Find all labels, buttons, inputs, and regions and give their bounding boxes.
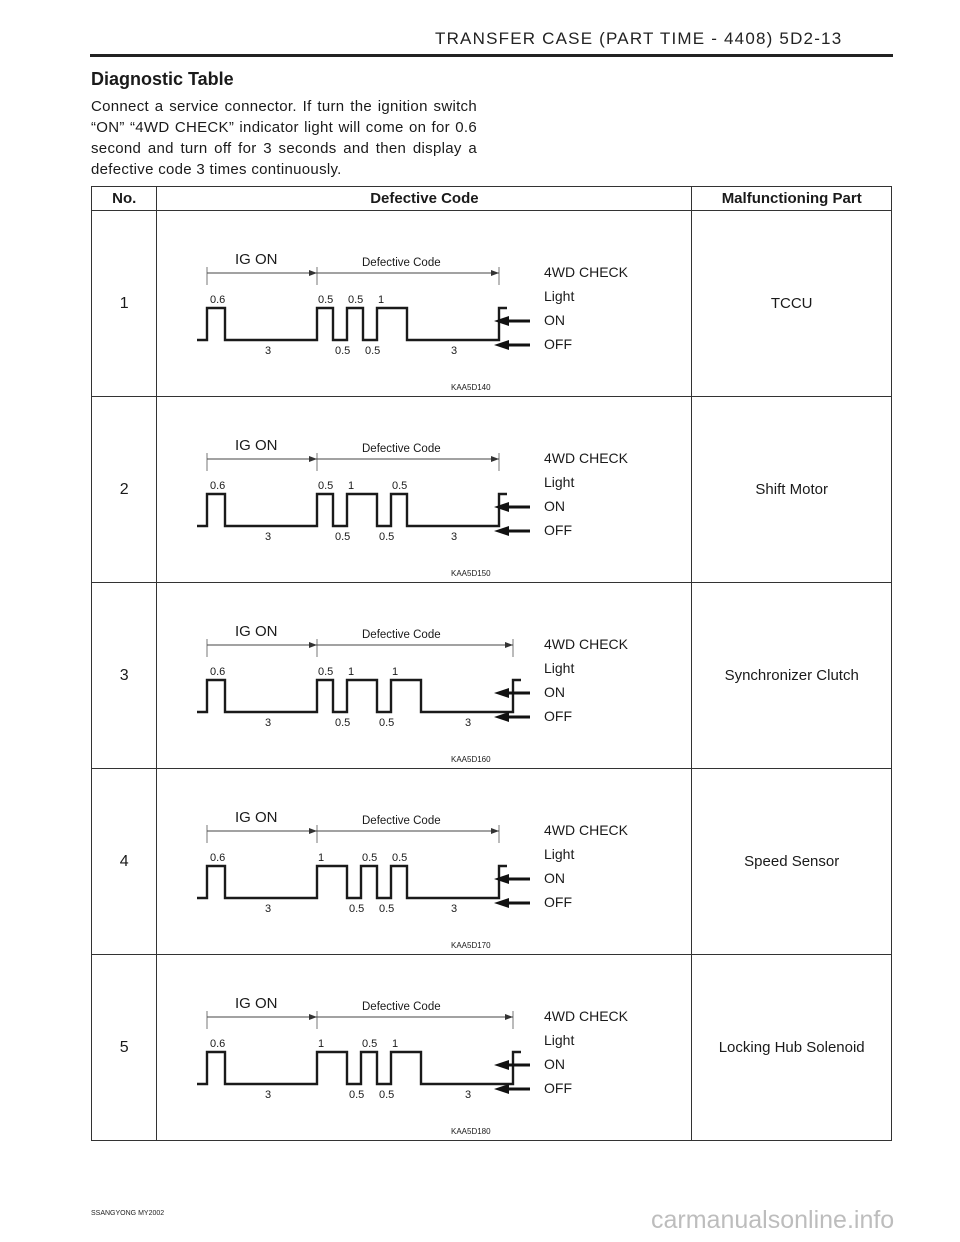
figure-id: KAA5D170 xyxy=(451,941,491,950)
intro-paragraph: Connect a service connector. If turn the ignition switch “ON” “4WD CHECK” indicator light will come on for 0.6 second and turn off for 3 seconds and then display a defective code 3 times continuously. xyxy=(91,98,477,178)
legend-4wd-check: 4WD CHECK xyxy=(544,1008,629,1024)
pulse-diagram xyxy=(157,397,691,582)
span-arrowhead xyxy=(505,1014,513,1020)
span-arrowhead xyxy=(491,270,499,276)
on-duration-label: 1 xyxy=(392,1038,399,1050)
legend-arrowhead xyxy=(494,1060,509,1070)
legend-light: Light xyxy=(544,474,575,490)
final-off-label: 3 xyxy=(451,531,458,543)
defective-code-label: Defective Code xyxy=(362,815,442,827)
legend-off: OFF xyxy=(544,894,573,910)
off-gap-label: 0.5 xyxy=(349,903,365,915)
off-gap-label: 0.5 xyxy=(379,1089,395,1101)
malfunctioning-part: TCCU xyxy=(692,211,892,397)
header-defective-code: Defective Code xyxy=(157,187,692,211)
row-number: 5 xyxy=(92,955,157,1141)
on-duration-label: 0.5 xyxy=(318,480,334,492)
final-off-label: 3 xyxy=(465,1089,472,1101)
off-gap-label: 0.5 xyxy=(335,717,351,729)
legend-4wd-check: 4WD CHECK xyxy=(544,636,629,652)
defective-code-label: Defective Code xyxy=(362,257,442,269)
span-arrowhead xyxy=(309,270,317,276)
legend-light: Light xyxy=(544,660,575,676)
pulse-diagram xyxy=(157,583,691,768)
figure-id: KAA5D180 xyxy=(451,1127,491,1136)
malfunctioning-part: Locking Hub Solenoid xyxy=(692,955,892,1141)
signal-waveform xyxy=(197,308,507,340)
on-duration-label: 0.5 xyxy=(348,294,364,306)
legend-on: ON xyxy=(544,312,566,328)
table-header-row xyxy=(92,187,892,211)
legend-on: ON xyxy=(544,870,566,886)
signal-waveform xyxy=(197,494,507,526)
row-number: 4 xyxy=(92,769,157,955)
off-duration-label: 3 xyxy=(265,1089,272,1101)
first-on-duration: 0.6 xyxy=(210,852,226,864)
legend-off: OFF xyxy=(544,708,573,724)
off-duration-label: 3 xyxy=(265,531,272,543)
legend-on: ON xyxy=(544,1056,566,1072)
on-duration-label: 0.5 xyxy=(392,852,408,864)
off-gap-label: 0.5 xyxy=(379,903,395,915)
legend-off: OFF xyxy=(544,522,573,538)
legend-arrowhead xyxy=(494,316,509,326)
malfunctioning-part: Shift Motor xyxy=(692,397,892,583)
off-gap-label: 0.5 xyxy=(335,345,351,357)
span-arrowhead xyxy=(309,642,317,648)
on-duration-label: 1 xyxy=(318,1038,325,1050)
legend-arrowhead xyxy=(494,898,509,908)
legend-4wd-check: 4WD CHECK xyxy=(544,450,629,466)
pulse-diagram xyxy=(157,769,691,954)
on-duration-label: 0.5 xyxy=(318,294,334,306)
span-arrowhead xyxy=(309,1014,317,1020)
span-arrowhead xyxy=(505,642,513,648)
on-duration-label: 0.5 xyxy=(362,1038,378,1050)
malfunctioning-part: Synchronizer Clutch xyxy=(692,583,892,769)
legend-off: OFF xyxy=(544,336,573,352)
off-duration-label: 3 xyxy=(265,345,272,357)
ig-on-label: IG ON xyxy=(235,623,278,640)
legend-arrowhead xyxy=(494,340,509,350)
final-off-label: 3 xyxy=(451,903,458,915)
header-rule xyxy=(90,54,893,57)
on-duration-label: 1 xyxy=(348,666,355,678)
signal-waveform xyxy=(197,680,521,712)
on-duration-label: 0.5 xyxy=(392,480,408,492)
legend-light: Light xyxy=(544,288,575,304)
pulse-diagram xyxy=(157,955,691,1140)
first-on-duration: 0.6 xyxy=(210,1038,226,1050)
legend-4wd-check: 4WD CHECK xyxy=(544,264,629,280)
signal-waveform xyxy=(197,1052,521,1084)
watermark: carmanualsonline.info xyxy=(651,1206,895,1234)
footer-text: SSANGYONG MY2002 xyxy=(91,1210,165,1217)
on-duration-label: 1 xyxy=(392,666,399,678)
page-header-title: TRANSFER CASE (PART TIME - 4408) 5D2-13 xyxy=(435,29,843,48)
off-gap-label: 0.5 xyxy=(335,531,351,543)
off-gap-label: 0.5 xyxy=(379,717,395,729)
off-gap-label: 0.5 xyxy=(349,1089,365,1101)
defective-code-label: Defective Code xyxy=(362,443,442,455)
table-row xyxy=(92,583,892,769)
defective-code-cell xyxy=(157,769,692,955)
legend-on: ON xyxy=(544,498,566,514)
figure-id: KAA5D160 xyxy=(451,755,491,764)
legend-4wd-check: 4WD CHECK xyxy=(544,822,629,838)
on-duration-label: 0.5 xyxy=(362,852,378,864)
ig-on-label: IG ON xyxy=(235,437,278,454)
first-on-duration: 0.6 xyxy=(210,294,226,306)
final-off-label: 3 xyxy=(465,717,472,729)
defective-code-cell xyxy=(157,583,692,769)
section-title: Diagnostic Table xyxy=(91,69,234,89)
header-malfunctioning-part: Malfunctioning Part xyxy=(692,187,892,211)
legend-arrowhead xyxy=(494,688,509,698)
ig-on-label: IG ON xyxy=(235,251,278,268)
table-row xyxy=(92,955,892,1141)
row-number: 3 xyxy=(92,583,157,769)
on-duration-label: 1 xyxy=(378,294,385,306)
defective-code-cell xyxy=(157,955,692,1141)
span-arrowhead xyxy=(309,828,317,834)
malfunctioning-part: Speed Sensor xyxy=(692,769,892,955)
legend-arrowhead xyxy=(494,874,509,884)
defective-code-label: Defective Code xyxy=(362,629,442,641)
legend-arrowhead xyxy=(494,502,509,512)
table-row xyxy=(92,211,892,397)
on-duration-label: 1 xyxy=(348,480,355,492)
off-duration-label: 3 xyxy=(265,717,272,729)
span-arrowhead xyxy=(491,456,499,462)
defective-code-label: Defective Code xyxy=(362,1001,442,1013)
legend-off: OFF xyxy=(544,1080,573,1096)
legend-light: Light xyxy=(544,1032,575,1048)
on-duration-label: 1 xyxy=(318,852,325,864)
legend-light: Light xyxy=(544,846,575,862)
legend-arrowhead xyxy=(494,526,509,536)
span-arrowhead xyxy=(491,828,499,834)
first-on-duration: 0.6 xyxy=(210,480,226,492)
off-gap-label: 0.5 xyxy=(365,345,381,357)
off-gap-label: 0.5 xyxy=(379,531,395,543)
diagnostic-table xyxy=(91,186,892,1141)
legend-on: ON xyxy=(544,684,566,700)
on-duration-label: 0.5 xyxy=(318,666,334,678)
defective-code-cell xyxy=(157,397,692,583)
defective-code-cell xyxy=(157,211,692,397)
table-row xyxy=(92,769,892,955)
row-number: 1 xyxy=(92,211,157,397)
ig-on-label: IG ON xyxy=(235,995,278,1012)
ig-on-label: IG ON xyxy=(235,809,278,826)
off-duration-label: 3 xyxy=(265,903,272,915)
legend-arrowhead xyxy=(494,712,509,722)
pulse-diagram xyxy=(157,211,691,396)
legend-arrowhead xyxy=(494,1084,509,1094)
span-arrowhead xyxy=(309,456,317,462)
table-row xyxy=(92,397,892,583)
figure-id: KAA5D140 xyxy=(451,383,491,392)
first-on-duration: 0.6 xyxy=(210,666,226,678)
figure-id: KAA5D150 xyxy=(451,569,491,578)
final-off-label: 3 xyxy=(451,345,458,357)
header-no: No. xyxy=(92,187,157,211)
row-number: 2 xyxy=(92,397,157,583)
signal-waveform xyxy=(197,866,507,898)
